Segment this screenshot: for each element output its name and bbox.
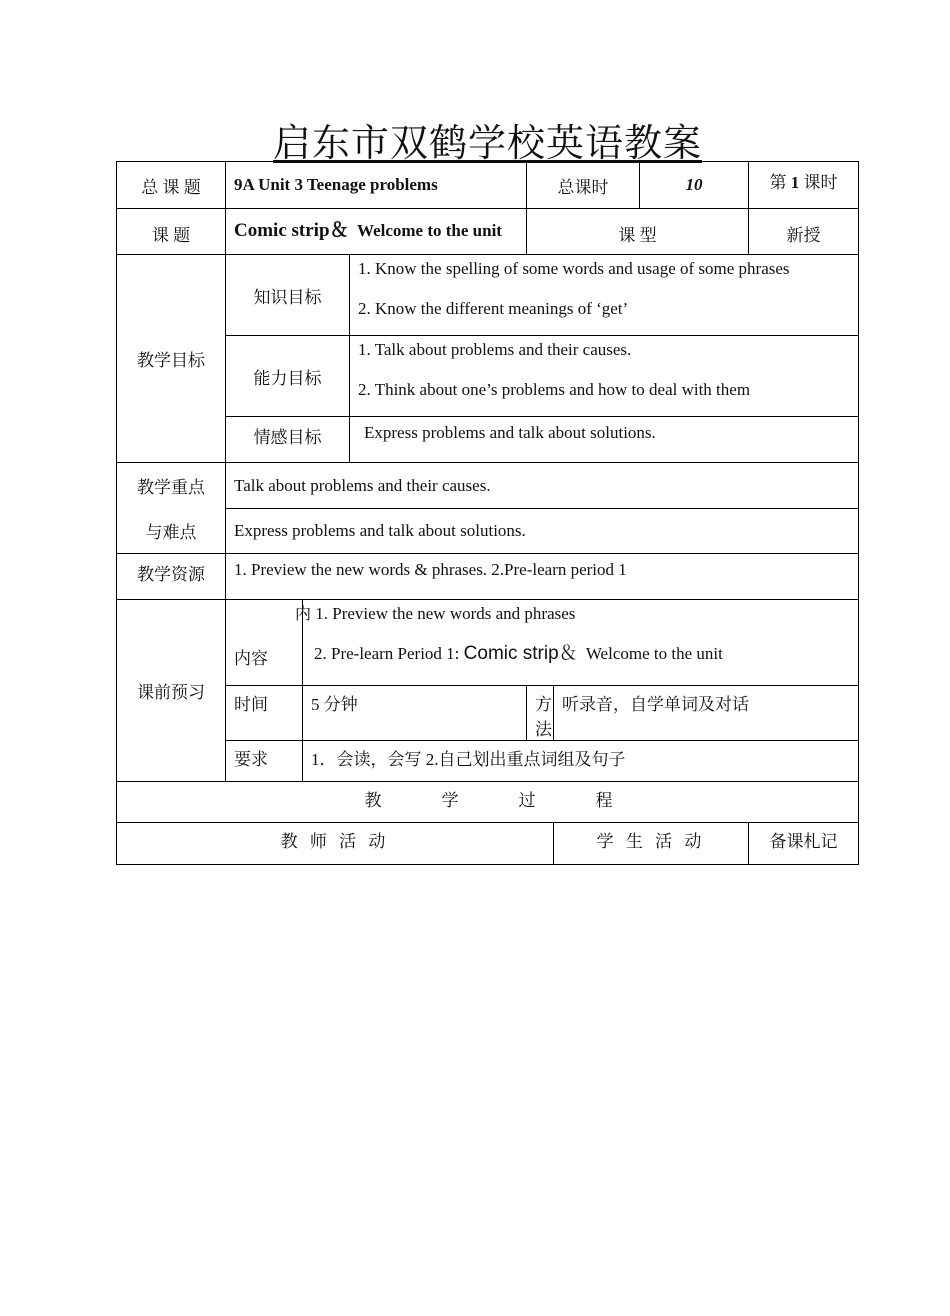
teacher-activity: 教 师 活 动 xyxy=(117,823,554,865)
subject-part2: Welcome to the unit xyxy=(357,221,502,240)
knowledge-goal-1: 1. Know the spelling of some words and usage of some phrases xyxy=(358,259,790,278)
lesson-suffix: 课时 xyxy=(803,173,838,192)
topic-label: 总 课 题 xyxy=(117,162,226,209)
time-label: 时间 xyxy=(226,686,303,741)
content-item-2-part1: Comic strip＆ xyxy=(463,643,578,664)
subject-part1: Comic strip＆ xyxy=(234,220,349,241)
content-stray-char: 内 xyxy=(295,604,312,623)
lesson-number-cell xyxy=(749,162,859,209)
content-value xyxy=(295,600,859,686)
content-label: 内容 xyxy=(226,600,303,686)
content-item-2-prefix: 2. Pre-learn Period 1: xyxy=(314,644,464,663)
process-label: 教学过程 xyxy=(117,782,859,823)
method-value: 听录音，自学单词及对话 xyxy=(554,686,859,741)
knowledge-goal-2: 2. Know the different meanings of ‘get’ xyxy=(358,299,629,318)
method-label: 方法 xyxy=(527,686,554,741)
total-hours-label: 总课时 xyxy=(527,162,640,209)
lesson-plan-table xyxy=(116,161,858,865)
ability-label: 能力目标 xyxy=(226,336,350,417)
type-label: 课 型 xyxy=(527,209,749,255)
student-activity: 学 生 活 动 xyxy=(554,823,749,865)
key-point: Talk about problems and their causes. xyxy=(226,463,859,509)
preview-label: 课前预习 xyxy=(117,600,226,782)
ability-goal-1: 1. Talk about problems and their causes. xyxy=(358,340,632,359)
difficulty: Express problems and talk about solutions. xyxy=(226,509,859,554)
lesson-number: 1 xyxy=(790,173,800,192)
emotion-label: 情感目标 xyxy=(226,417,350,463)
total-hours-value: 10 xyxy=(640,162,749,209)
time-value: 5 分钟 xyxy=(303,686,527,741)
lesson-prefix: 第 xyxy=(769,173,787,192)
type-value: 新授 xyxy=(749,209,859,255)
resources-value: 1. Preview the new words & phrases. 2.Pre-learn period 1 xyxy=(226,554,859,600)
content-item-2-part2: Welcome to the unit xyxy=(585,644,723,663)
subject-value xyxy=(226,209,527,255)
subject-label: 课 题 xyxy=(117,209,226,255)
objectives-label: 教学目标 xyxy=(117,255,226,463)
knowledge-label: 知识目标 xyxy=(226,255,350,336)
focus-label-1: 教学重点 xyxy=(117,463,226,509)
content-item-1: 1. Preview the new words and phrases xyxy=(315,604,576,623)
requirement-label: 要求 xyxy=(226,741,303,782)
ability-goals xyxy=(350,336,859,417)
emotion-goal: Express problems and talk about solutions. xyxy=(350,417,859,463)
topic-value: 9A Unit 3 Teenage problems xyxy=(226,162,527,209)
resources-label: 教学资源 xyxy=(117,554,226,600)
notes-column: 备课札记 xyxy=(749,823,859,865)
requirement-value: 1．会读，会写 2.自己划出重点词组及句子 xyxy=(303,741,859,782)
page-title: 启东市双鹤学校英语教案 xyxy=(272,121,702,165)
knowledge-goals xyxy=(350,255,859,336)
focus-label-2: 与难点 xyxy=(117,509,226,554)
ability-goal-2: 2. Think about one’s problems and how to deal with them xyxy=(358,380,751,399)
